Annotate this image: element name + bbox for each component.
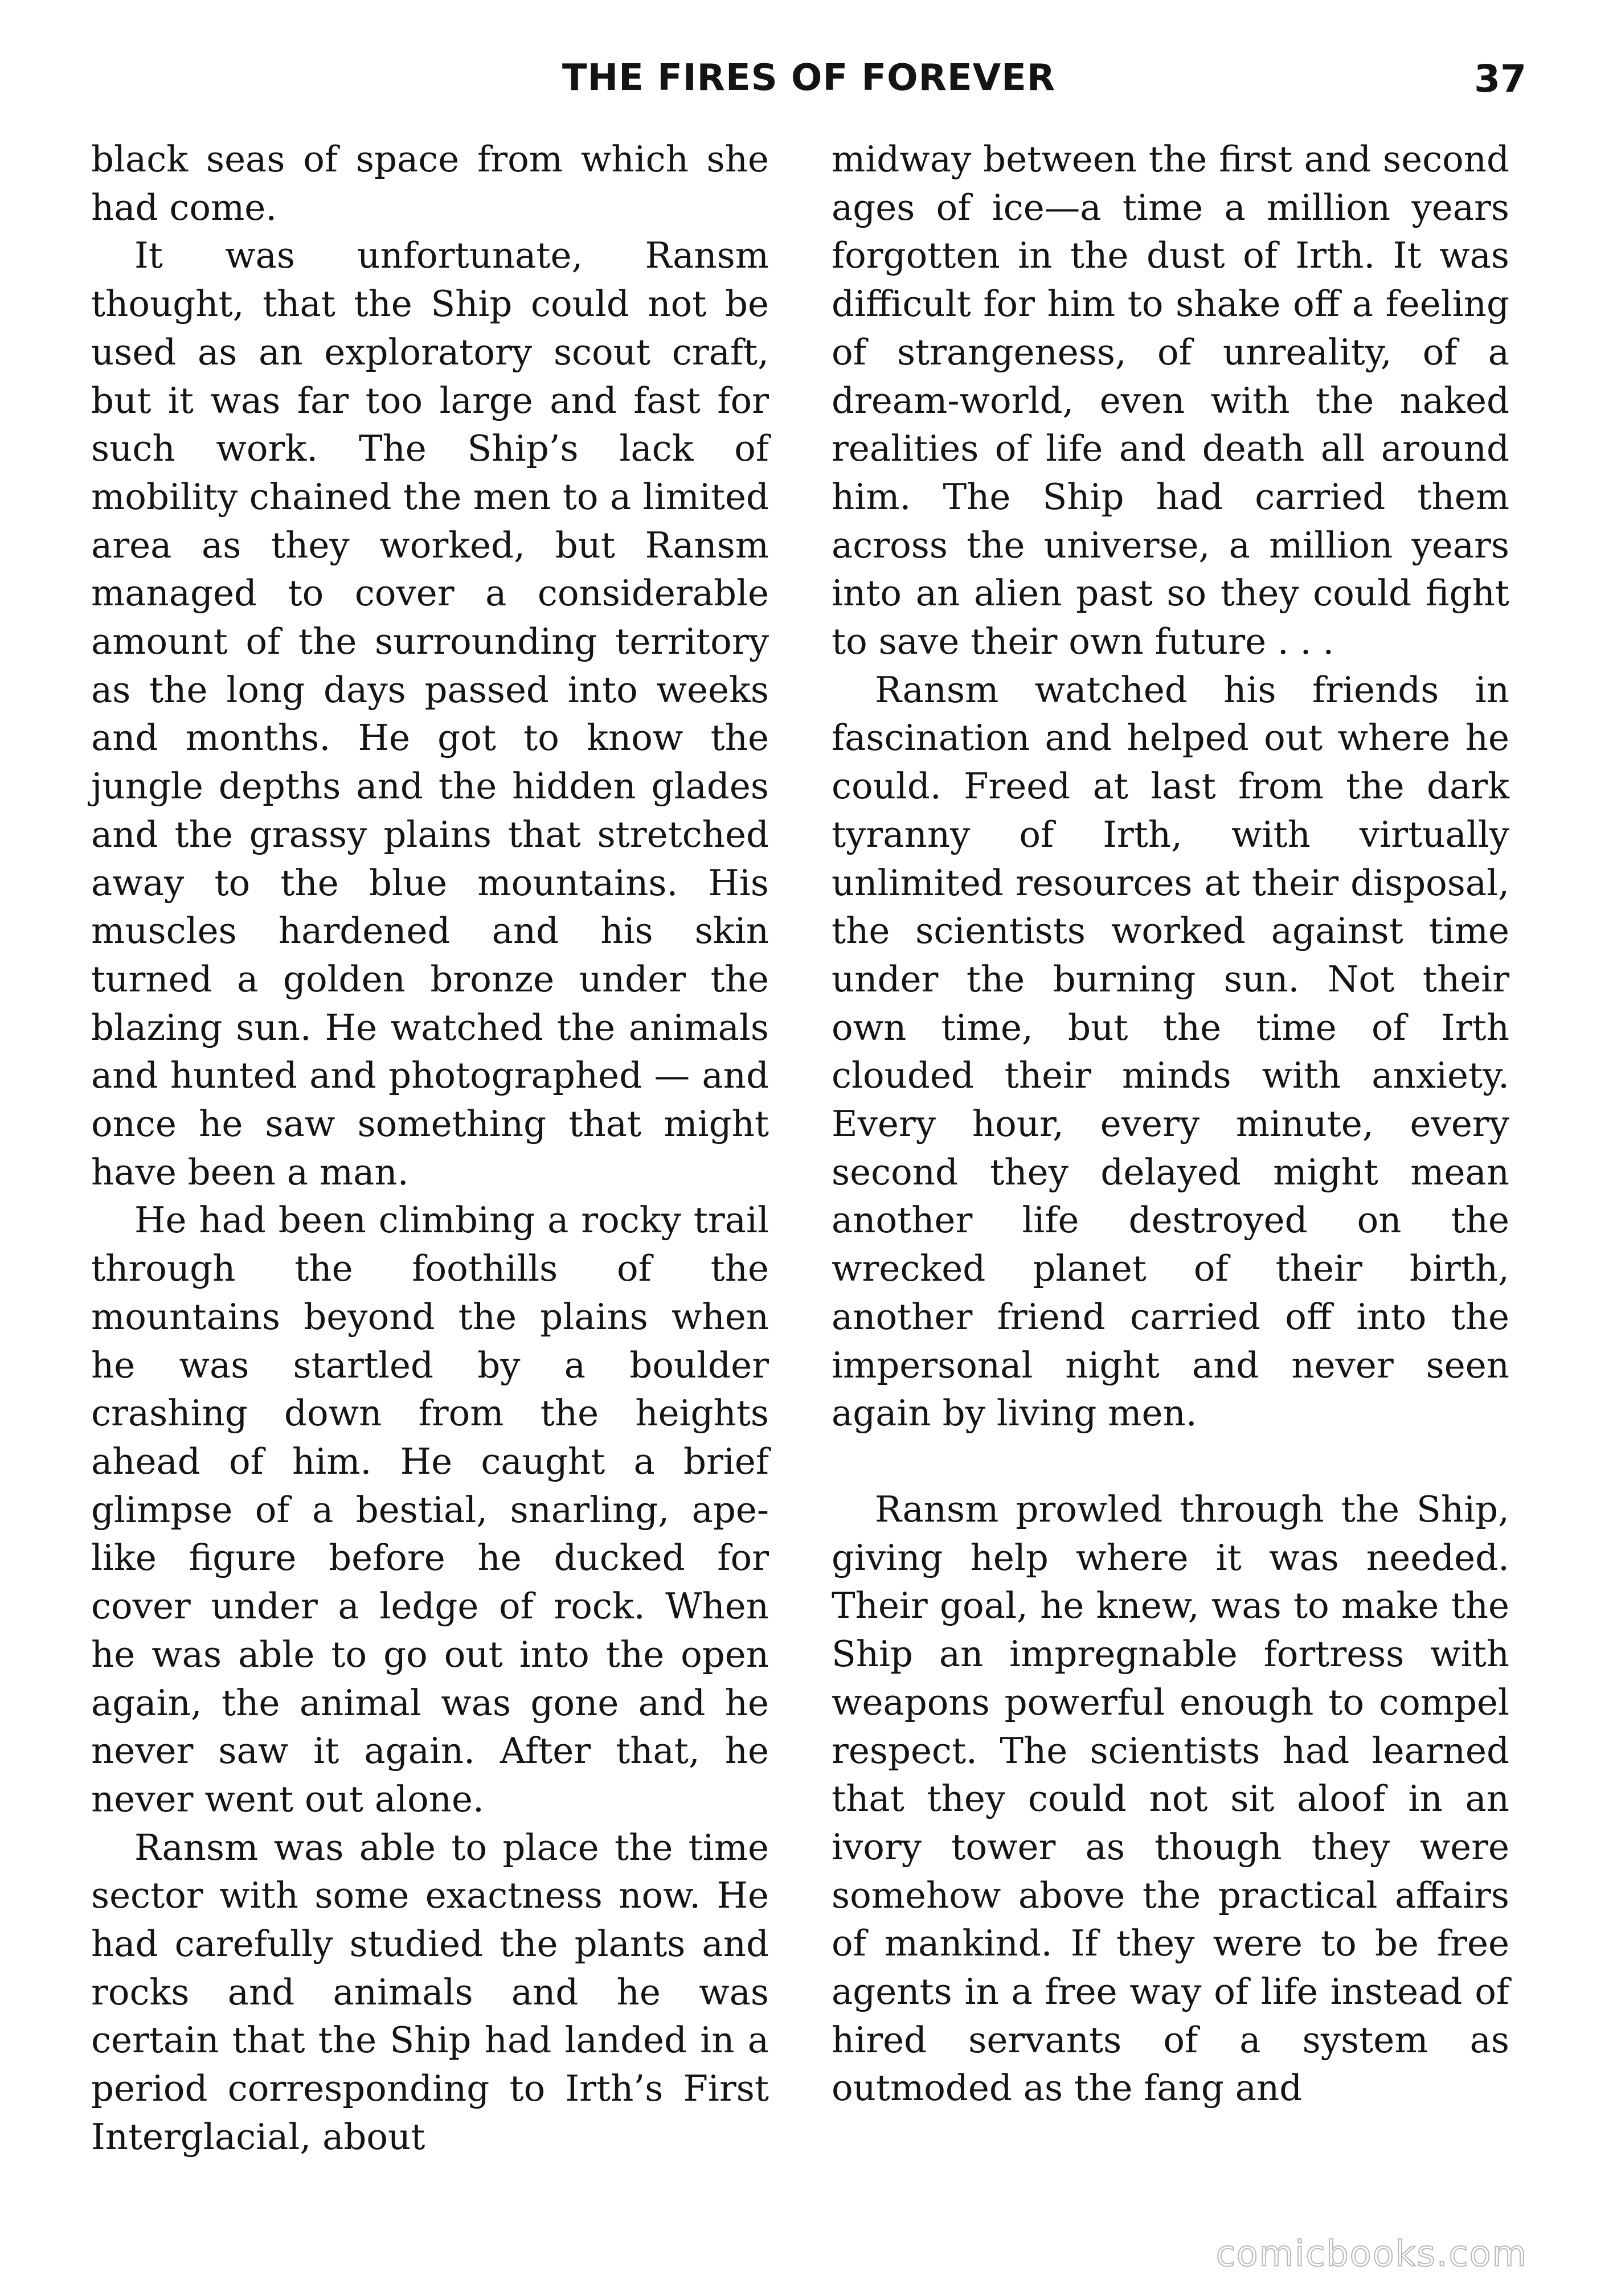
paragraph: Ransm watched his friends in fascination and helped out where he could. Freed at last from the dark tyranny of Irth, with virtually unlimited resources at their disposal, the scientists worked against time under the burning sun. Not their own time, but the time of Irth clouded their minds with anxiety. Every hour, every minute, every second they delayed might mean another life destroyed on the wrecked planet of their birth, another friend carried off into the impersonal night and never seen again by living men. (832, 669, 1509, 1434)
paragraph: midway between the first and second ages of ice—a time a million years forgotten in the dust of Irth. It was difficult for him to shake off a feeling of strangeness, of unreality, of a dream-world, even with the naked realities of life and death all around him. The Ship had carried them across the universe, a million years into an alien past so they could fight to save their own future . . . (832, 138, 1509, 663)
paragraph: Ransm prowled through the Ship, giving help where it was needed. Their goal, he knew, was to make the Ship an impregnable fortress with weapons powerful enough to compel respect. The scientists had learned that they could not sit aloof in an ivory tower as though they were somehow above the practical affairs of mankind. If they were to be free agents in a free way of life instead of hired servants of a system as outmoded as the fang and (832, 1488, 1509, 2109)
left-column (91, 136, 769, 2162)
paragraph: It was unfortunate, Ransm thought, that the Ship could not be used as an exploratory scout craft, but it was far too large and fast for such work. The Ship’s lack of mobility chained the men to a limited area as they worked, but Ransm managed to cover a considerable amount of the surrounding territory as the long days passed into weeks and months. He got to know the jungle depths and the hidden glades and the grassy plains that stretched away to the blue mountains. His muscles hardened and his skin turned a golden bronze under the blazing sun. He watched the animals and hunted and photographed — and once he saw something that might have been a man. (91, 235, 769, 1193)
paragraph: He had been climbing a rocky trail through the foothills of the mountains beyond the plains when he was startled by a boulder crashing down from the heights ahead of him. He caught a brief glimpse of a bestial, snarling, ape-like figure before he ducked for cover under a ledge of rock. When he was able to go out into the open again, the animal was gone and he never saw it again. After that, he never went out alone. (91, 1199, 769, 1820)
watermark: comicbooks.com (1215, 2233, 1528, 2274)
right-column (832, 136, 1509, 2113)
paragraph: Ransm was able to place the time sector with some exactness now. He had carefully studied the plants and rocks and animals and he was certain that the Ship had landed in a period corresponding to Irth’s First Interglacial, about (91, 1826, 769, 2158)
running-title: THE FIRES OF FOREVER (562, 57, 1056, 99)
paragraph: black seas of space from which she had come. (91, 138, 769, 228)
page-number: 37 (1474, 57, 1526, 101)
running-head (91, 57, 1526, 120)
